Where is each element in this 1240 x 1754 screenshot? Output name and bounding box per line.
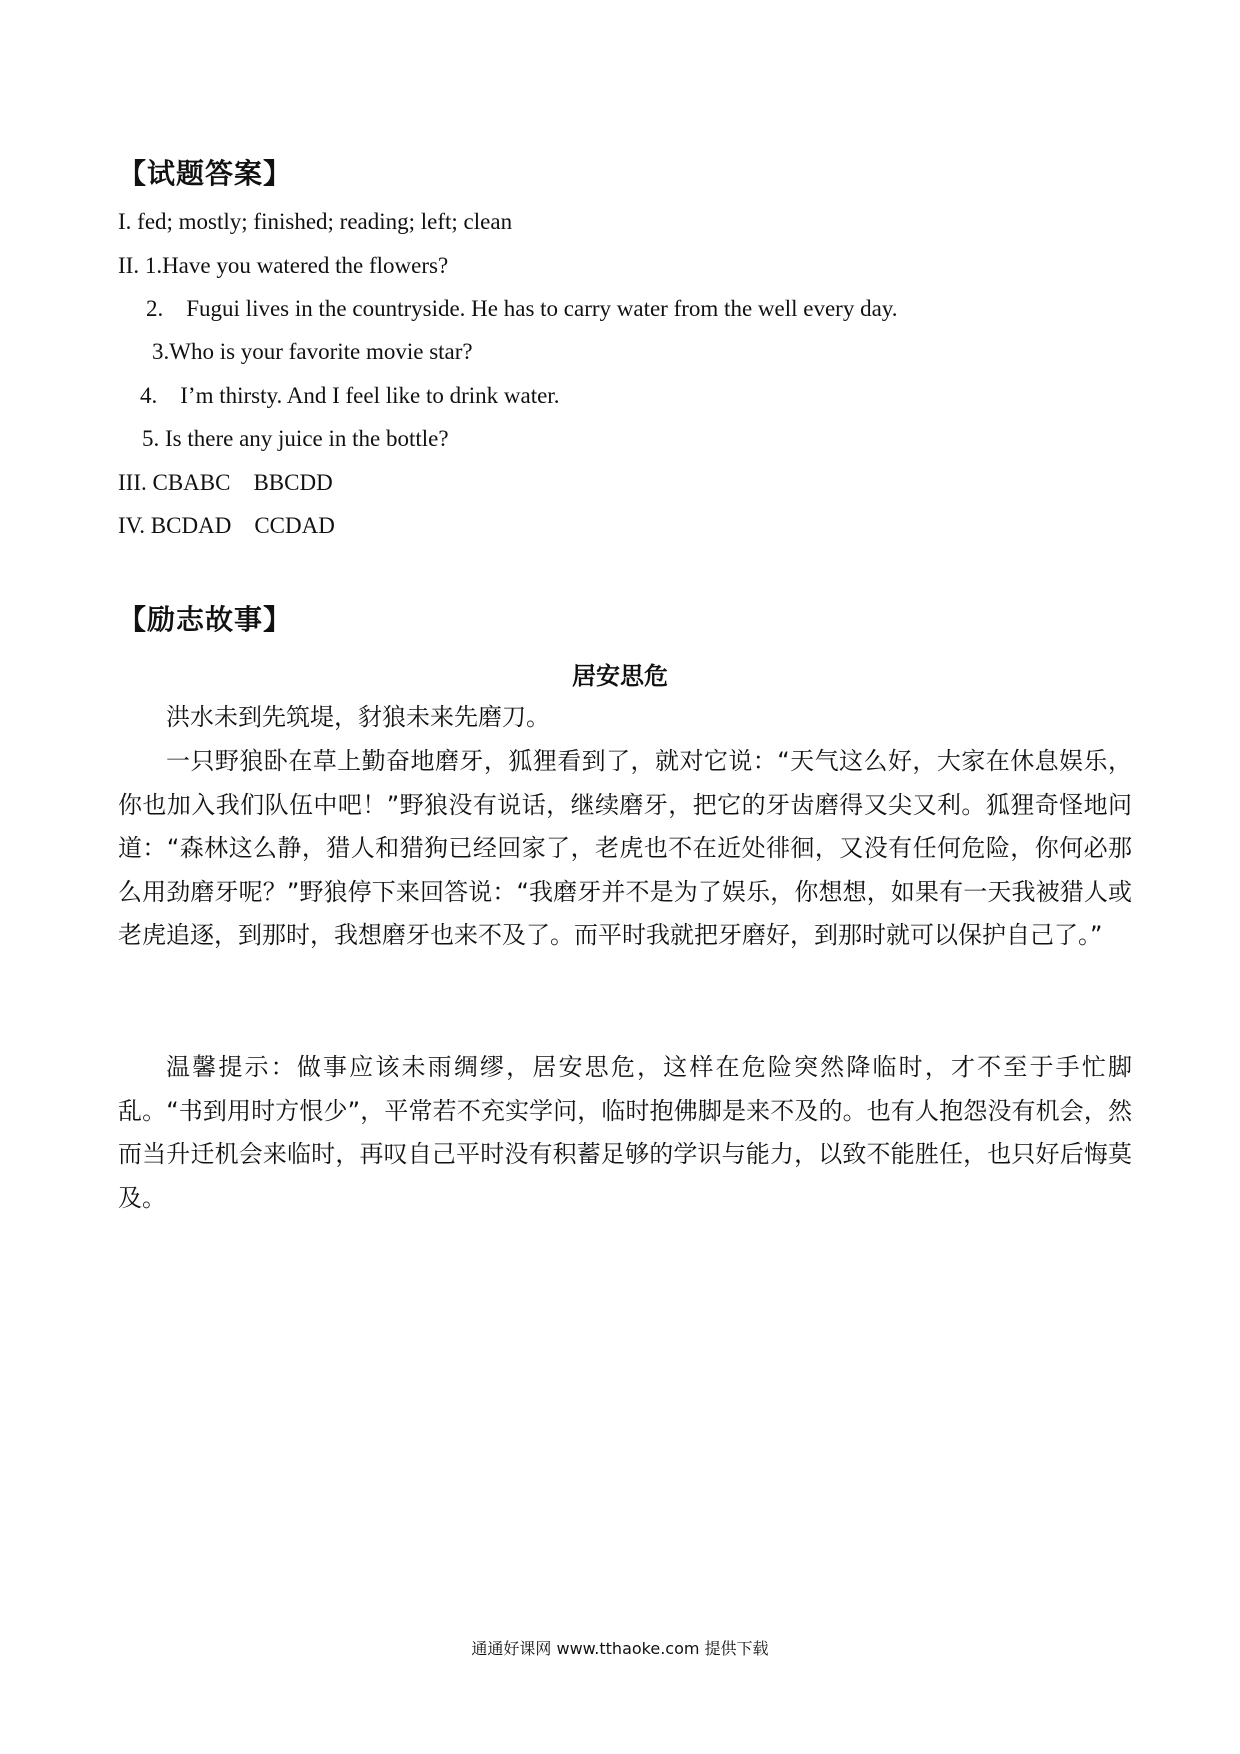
answer-section-2-item-3: 3.Who is your favorite movie star?	[152, 339, 473, 364]
story-paragraph-3: 温馨提示：做事应该未雨绸缪，居安思危，这样在危险突然降临时，才不至于手忙脚乱。“书到用时方恨少”，平常若不充实学问，临时抱佛脚是来不及的。也有人抱怨没有机会，然而当升迁机会来临时，再叹自己平时没有积蓄足够的学识与能力，以致不能胜任，也只好后悔莫及。	[118, 1053, 1132, 1212]
answer-section-2-item-1: II. 1.Have you watered the flowers?	[118, 253, 449, 278]
page-footer: 通通好课网 www.tthaoke.com 提供下载	[471, 1639, 769, 1658]
answer-section-3: III. CBABC BBCDD	[118, 470, 333, 495]
answer-section-1: I. fed; mostly; finished; reading; left; clean	[118, 209, 513, 234]
answer-section-4: IV. BCDAD CCDAD	[118, 513, 335, 538]
story-title: 居安思危	[572, 662, 668, 690]
answer-section-2-item-5: 5. Is there any juice in the bottle?	[142, 426, 449, 451]
story-heading: 【励志故事】	[118, 603, 293, 636]
answer-section-2-item-4: 4. I’m thirsty. And I feel like to drink water.	[140, 383, 560, 408]
story-paragraph-2: 一只野狼卧在草上勤奋地磨牙，狐狸看到了，就对它说：“天气这么好，大家在休息娱乐，你也加入我们队伍中吧！”野狼没有说话，继续磨牙，把它的牙齿磨得又尖又利。狐狸奇怪地问道：“森林这么静，猎人和猎狗已经回家了，老虎也不在近处徘徊，又没有任何危险，你何必那么用劲磨牙呢？”野狼停下来回答说：“我磨牙并不是为了娱乐，你想想，如果有一天我被猎人或老虎追逐，到那时，我想磨牙也来不及了。而平时我就把牙磨好，到那时就可以保护自己了。”	[118, 747, 1132, 949]
answers-heading: 【试题答案】	[118, 157, 293, 190]
story-paragraph-1: 洪水未到先筑堤，豺狼未来先磨刀。	[166, 703, 550, 731]
answer-section-2-item-2: 2. Fugui lives in the countryside. He has to carry water from the well every day.	[146, 296, 898, 321]
